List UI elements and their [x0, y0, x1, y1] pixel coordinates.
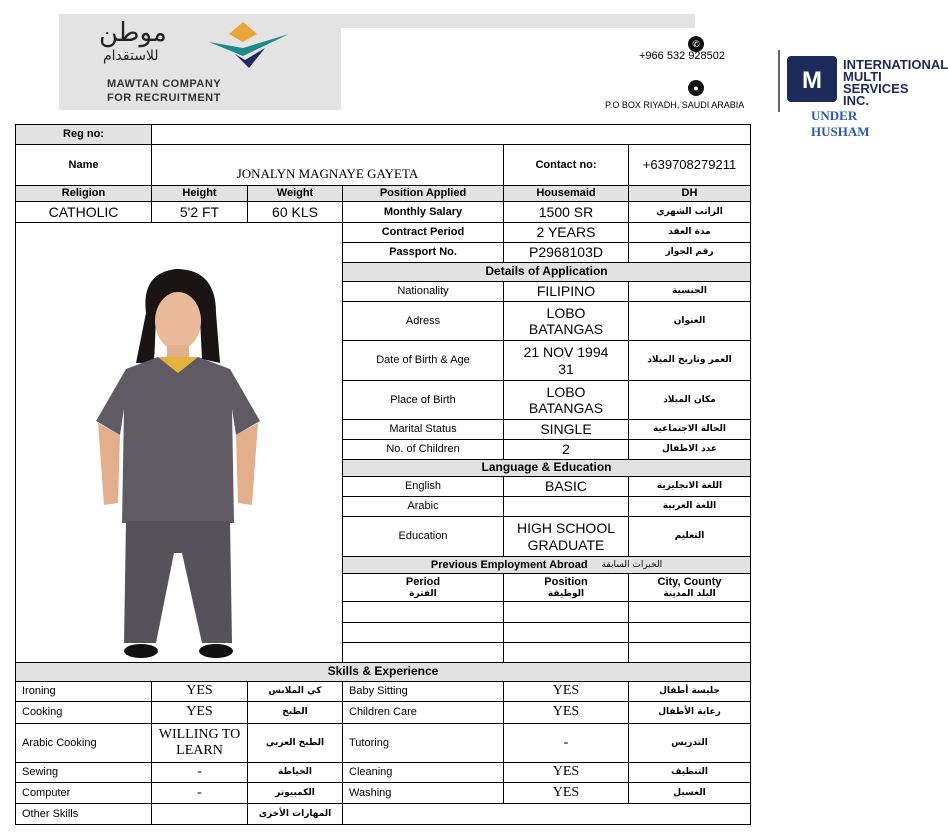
education-label: Education: [342, 516, 504, 557]
location-pin-icon: ●: [688, 80, 704, 96]
children-label: No. of Children: [342, 439, 504, 460]
under-husham: UNDER HUSHAM: [811, 108, 870, 139]
mawtan-logo-icon: [209, 20, 293, 72]
arabic-value: [503, 496, 629, 517]
employment-row-1-period: [342, 601, 504, 623]
passport-arabic: رقم الجواز: [628, 242, 751, 263]
height-header: Height: [151, 185, 248, 202]
skill-washing-value: YES: [503, 782, 629, 804]
ims-logo-icon: [785, 56, 839, 102]
skill-baby-sitting-label: Baby Sitting: [342, 681, 504, 702]
english-label: English: [342, 476, 504, 497]
employment-row-2-period: [342, 622, 504, 643]
svg-text:M: M: [802, 67, 822, 94]
salary-value: 1500 SR: [503, 201, 629, 223]
passport-label: Passport No.: [342, 242, 504, 263]
skill-tutoring-arabic: التدريس: [628, 723, 751, 763]
skill-washing-label: Washing: [342, 782, 504, 804]
skill-tutoring-value: -: [503, 723, 629, 763]
skill-cooking-label: Cooking: [15, 701, 152, 724]
skill-ironing-arabic: كي الملابس: [247, 681, 343, 702]
employment-row-1-position: [503, 601, 629, 623]
city-header: City, County البلد المدينة: [628, 573, 751, 602]
employment-row-3-city: [628, 642, 751, 663]
employment-row-3-position: [503, 642, 629, 663]
skill-other-label: Other Skills: [15, 803, 152, 825]
nationality-value: FILIPINO: [503, 281, 629, 302]
employment-row-3-period: [342, 642, 504, 663]
skill-cleaning-value: YES: [503, 762, 629, 783]
contact-panel: [341, 28, 948, 139]
contract-label: Contract Period: [342, 222, 504, 243]
housemaid-header: Housemaid: [503, 185, 629, 202]
religion-header: Religion: [15, 185, 152, 202]
skill-children-care-label: Children Care: [342, 701, 504, 724]
employment-title: Previous Employment Abroad الخبرات السابقة: [342, 556, 751, 574]
phone-icon: ✆: [688, 36, 704, 52]
skill-other-arabic: المهارات الأخرى: [247, 803, 343, 825]
skill-ironing-value: YES: [151, 681, 248, 702]
name-label: Name: [15, 144, 152, 186]
applicant-photo: [15, 222, 343, 663]
skill-cooking-arabic: الطبخ: [247, 701, 343, 724]
other-skills-value-cell: [342, 803, 751, 825]
position-header: Position Applied: [342, 185, 504, 202]
language-education-title: Language & Education: [342, 459, 751, 477]
skill-tutoring-label: Tutoring: [342, 723, 504, 763]
mawtan-arabic-subtitle: للاستقدام: [103, 48, 159, 64]
contract-arabic: مدة العقد: [628, 222, 751, 243]
skill-baby-sitting-arabic: جليسة أطفال: [628, 681, 751, 702]
salary-arabic: الراتب الشهري: [628, 201, 751, 223]
passport-value: P2968103D: [503, 242, 629, 263]
skill-computer-arabic: الكمبيوتر: [247, 782, 343, 804]
skill-cleaning-arabic: التنظيف: [628, 762, 751, 783]
vertical-divider: [778, 50, 780, 112]
place-of-birth-label: Place of Birth: [342, 380, 504, 420]
employment-row-1-city: [628, 601, 751, 623]
skills-title: Skills & Experience: [15, 662, 751, 682]
nationality-arabic: الجنسية: [628, 281, 751, 302]
skill-arabic-cooking-label: Arabic Cooking: [15, 723, 152, 763]
arabic-label: Arabic: [342, 496, 504, 517]
children-arabic: عدد الاطفال: [628, 439, 751, 460]
details-title: Details of Application: [342, 262, 751, 282]
contact-number: +639708279211: [628, 144, 751, 186]
employment-row-2-city: [628, 622, 751, 643]
skill-cooking-value: YES: [151, 701, 248, 724]
marital-status-arabic: الحالة الاجتماعية: [628, 419, 751, 440]
skill-computer-value: -: [151, 782, 248, 804]
dob-age-label: Date of Birth & Age: [342, 340, 504, 381]
phone-number: +966 532 928502: [639, 50, 725, 62]
dob-age-value: 21 NOV 1994 31: [503, 340, 629, 381]
address-value: LOBO BATANGAS: [503, 301, 629, 341]
place-of-birth-value: LOBO BATANGAS: [503, 380, 629, 420]
marital-status-label: Marital Status: [342, 419, 504, 440]
place-of-birth-arabic: مكان الميلاد: [628, 380, 751, 420]
dob-age-arabic: العمر وتاريخ الميلاد: [628, 340, 751, 381]
contact-label: Contact no:: [503, 144, 629, 186]
nationality-label: Nationality: [342, 281, 504, 302]
salary-label: Monthly Salary: [342, 201, 504, 223]
arabic-arabic: اللغة العربية: [628, 496, 751, 517]
skill-washing-arabic: الغسيل: [628, 782, 751, 804]
reg-no-value: [151, 124, 751, 145]
skill-children-care-value: YES: [503, 701, 629, 724]
mawtan-company-name: MAWTAN COMPANY FOR RECRUITMENT: [107, 78, 222, 104]
address-arabic: العنوان: [628, 301, 751, 341]
contract-value: 2 YEARS: [503, 222, 629, 243]
skill-children-care-arabic: رعاية الأطفال: [628, 701, 751, 724]
partner-name: INTERNATIONAL MULTI SERVICES INC.: [843, 57, 948, 108]
skill-cleaning-label: Cleaning: [342, 762, 504, 783]
skill-computer-label: Computer: [15, 782, 152, 804]
skill-arabic-cooking-arabic: الطبخ العربي: [247, 723, 343, 763]
mawtan-arabic-name: موطن: [99, 18, 167, 48]
weight-header: Weight: [247, 185, 343, 202]
applicant-figure: [16, 223, 342, 662]
position-col-header: Position الوظيفة: [503, 573, 629, 602]
skill-sewing-arabic: الخياطة: [247, 762, 343, 783]
skill-sewing-label: Sewing: [15, 762, 152, 783]
skill-ironing-label: Ironing: [15, 681, 152, 702]
employment-row-2-position: [503, 622, 629, 643]
dh-header: DH: [628, 185, 751, 202]
reg-no-label: Reg no:: [15, 124, 152, 145]
height-value: 5'2 FT: [151, 201, 248, 223]
marital-status-value: SINGLE: [503, 419, 629, 440]
english-value: BASIC: [503, 476, 629, 497]
skill-arabic-cooking-value: WILLING TO LEARN: [151, 723, 248, 763]
po-box-address: P.O BOX RIYADH, SAUDI ARABIA: [605, 100, 745, 110]
skill-baby-sitting-value: YES: [503, 681, 629, 702]
english-arabic: اللغة الانجليزية: [628, 476, 751, 497]
skill-other-value: [151, 803, 248, 825]
children-value: 2: [503, 439, 629, 460]
period-header: Period الفترة: [342, 573, 504, 602]
education-value: HIGH SCHOOL GRADUATE: [503, 516, 629, 557]
address-label: Adress: [342, 301, 504, 341]
weight-value: 60 KLS: [247, 201, 343, 223]
skill-sewing-value: -: [151, 762, 248, 783]
religion-value: CATHOLIC: [15, 201, 152, 223]
education-arabic: التعليم: [628, 516, 751, 557]
applicant-name: JONALYN MAGNAYE GAYETA: [151, 144, 504, 186]
